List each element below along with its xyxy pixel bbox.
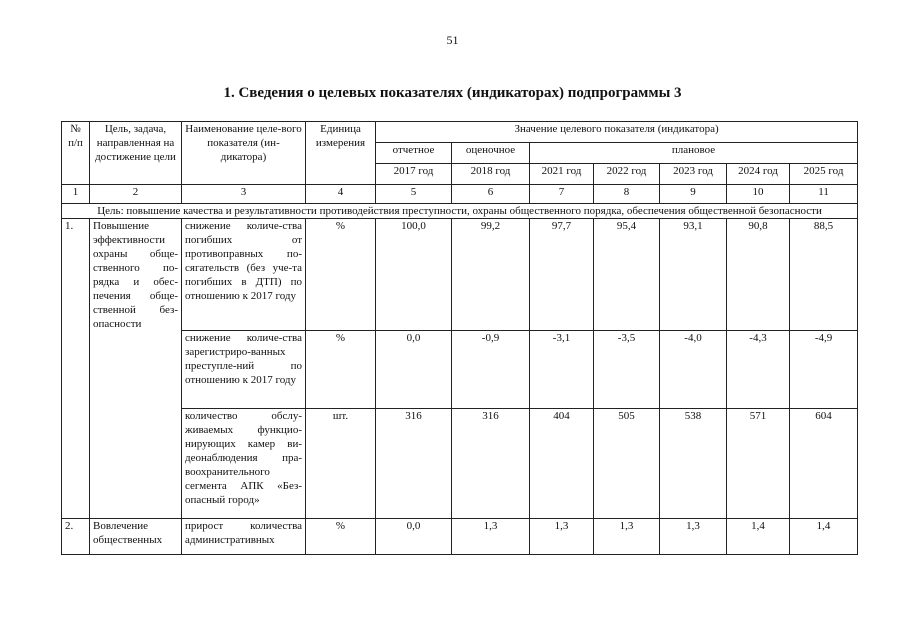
row-number: 2. [62, 519, 90, 555]
header-unit: Единица измерения [306, 122, 376, 185]
column-number: 8 [594, 185, 660, 204]
value-cell: -4,0 [660, 331, 727, 409]
indicators-table [61, 121, 858, 555]
value-cell: 100,0 [376, 219, 452, 331]
value-cell: 604 [790, 409, 858, 519]
value-cell: 0,0 [376, 519, 452, 555]
table-row [62, 409, 858, 519]
header-value-group: Значение целевого показателя (индикатора) [376, 122, 858, 143]
column-number: 1 [62, 185, 90, 204]
column-numbers-row [62, 185, 858, 204]
table-row [62, 219, 858, 331]
goal-row [62, 204, 858, 219]
value-cell: -4,9 [790, 331, 858, 409]
column-number: 11 [790, 185, 858, 204]
column-number: 10 [727, 185, 790, 204]
value-cell: 1,3 [660, 519, 727, 555]
value-cell: 97,7 [530, 219, 594, 331]
indicator-name: снижение количе-ства погибших от противоправных по-сягательств (без уче-та погибших в ДТП) по отношению к 2017 году [182, 219, 306, 331]
value-cell: 505 [594, 409, 660, 519]
value-cell: 571 [727, 409, 790, 519]
column-number: 3 [182, 185, 306, 204]
value-cell: -3,1 [530, 331, 594, 409]
value-cell: 316 [376, 409, 452, 519]
header-year: 2023 год [660, 164, 727, 185]
header-row [62, 122, 858, 143]
column-number: 6 [452, 185, 530, 204]
value-cell: 1,4 [790, 519, 858, 555]
header-year: 2021 год [530, 164, 594, 185]
value-cell: -0,9 [452, 331, 530, 409]
header-year: 2024 год [727, 164, 790, 185]
table-row [62, 519, 858, 555]
header-planned: плановое [530, 143, 858, 164]
indicator-unit: % [306, 219, 376, 331]
value-cell: 404 [530, 409, 594, 519]
indicator-name: прирост количества административных [182, 519, 306, 555]
value-cell: 1,3 [452, 519, 530, 555]
column-number: 9 [660, 185, 727, 204]
indicator-name: снижение количе-ства зарегистриро-ванных преступле-ний по отношению к 2017 году [182, 331, 306, 409]
value-cell: 538 [660, 409, 727, 519]
value-cell: 93,1 [660, 219, 727, 331]
value-cell: 0,0 [376, 331, 452, 409]
value-cell: 316 [452, 409, 530, 519]
task-text: Вовлечение общественных [90, 519, 182, 555]
indicator-unit: % [306, 331, 376, 409]
indicator-unit: % [306, 519, 376, 555]
header-num: № п/п [62, 122, 90, 185]
column-number: 7 [530, 185, 594, 204]
page-number: 51 [446, 33, 459, 47]
header-year: 2018 год [452, 164, 530, 185]
indicator-name: количество обслу-живаемых функцио-нирующих камер ви-деонаблюдения пра-воохранительного сегмента АПК «Без-опасный город» [182, 409, 306, 519]
value-cell: 1,3 [594, 519, 660, 555]
value-cell: -3,5 [594, 331, 660, 409]
value-cell: 95,4 [594, 219, 660, 331]
value-cell: 90,8 [727, 219, 790, 331]
header-year: 2025 год [790, 164, 858, 185]
indicator-unit: шт. [306, 409, 376, 519]
header-goal: Цель, задача, направленная на достижение цели [90, 122, 182, 185]
column-number: 2 [90, 185, 182, 204]
goal-text: Цель: повышение качества и результативности противодействия преступности, охраны общественного порядка, обеспечения общественной безопасности [62, 204, 858, 219]
header-indicator-name: Наименование целе-вого показателя (ин-дикатора) [182, 122, 306, 185]
table-row [62, 331, 858, 409]
header-year: 2022 год [594, 164, 660, 185]
task-text: Повышение эффективности охраны обще-ственного по-рядка и обес-печения обще-ственной без-опасности [90, 219, 182, 519]
section-title: 1. Сведения о целевых показателях (индикаторах) подпрограммы 3 [223, 85, 682, 101]
column-number: 4 [306, 185, 376, 204]
value-cell: 99,2 [452, 219, 530, 331]
value-cell: -4,3 [727, 331, 790, 409]
value-cell: 88,5 [790, 219, 858, 331]
header-estimated: оценочное [452, 143, 530, 164]
column-number: 5 [376, 185, 452, 204]
value-cell: 1,4 [727, 519, 790, 555]
value-cell: 1,3 [530, 519, 594, 555]
row-number: 1. [62, 219, 90, 519]
header-year: 2017 год [376, 164, 452, 185]
header-reported: отчетное [376, 143, 452, 164]
